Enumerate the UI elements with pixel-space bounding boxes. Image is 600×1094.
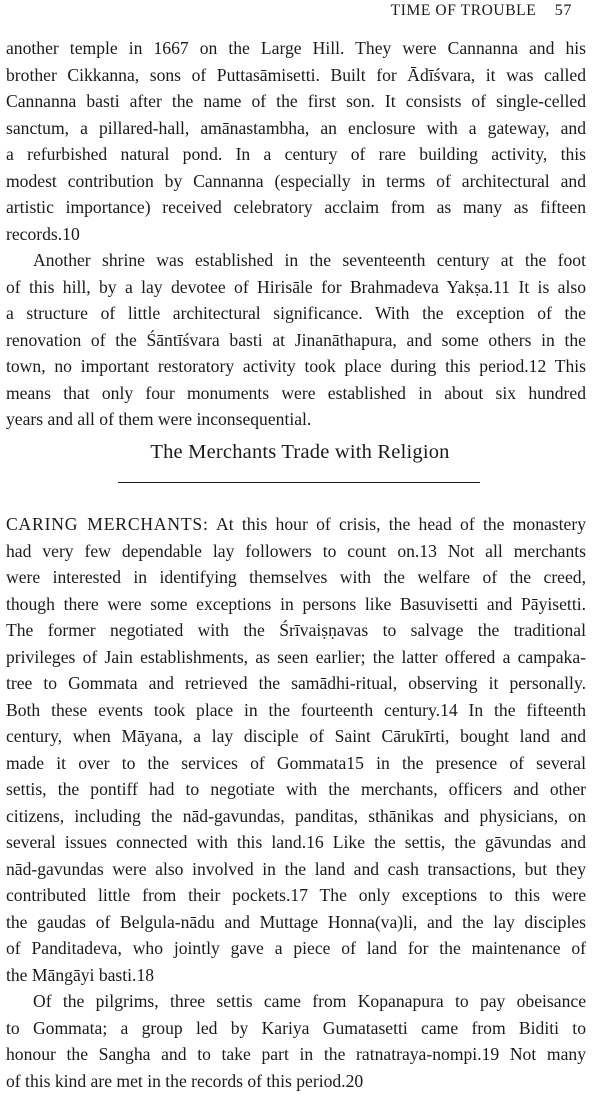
paragraph-merchants xyxy=(0,511,600,1094)
text-line: The former negotiated with the Śrīvaiṣṇavas to salvage the traditional xyxy=(0,617,600,644)
text-line: renovation of the Śāntīśvara basti at Jinanāthapura, and some others in the xyxy=(0,327,600,354)
text-line: Of the pilgrims, three settis came from Kopanapura to pay obeisance xyxy=(0,988,600,1015)
text-line: a structure of little architectural significance. With the exception of the xyxy=(0,300,600,327)
text-line: citizens, including the nād-gavundas, panditas, sthānikas and physicians, on xyxy=(0,803,600,830)
text-line: though there were some exceptions in persons like Basuvisetti and Pāyisetti. xyxy=(0,591,600,618)
text-line: means that only four monuments were established in about six hundred xyxy=(0,380,600,407)
text-line xyxy=(0,511,600,538)
text-line: town, no important restoratory activity took place during this period.12 This xyxy=(0,353,600,380)
running-header xyxy=(391,2,572,20)
text-line: to Gommata; a group led by Kariya Gumatasetti came from Biditi to xyxy=(0,1015,600,1042)
run-in-heading: CARING MERCHANTS: xyxy=(6,514,209,534)
text-line: the gaudas of Belgula-nādu and Muttage Honna(va)li, and the lay disciples xyxy=(0,909,600,936)
text-span: At this hour of crisis, the head of the monastery xyxy=(209,514,586,534)
section-heading: The Merchants Trade with Religion xyxy=(0,441,600,464)
paragraph-shrine xyxy=(0,247,600,433)
text-line: made it over to the services of Gommata15 in the presence of several xyxy=(0,750,600,777)
text-line: of this kind are met in the records of this period.20 xyxy=(0,1068,600,1094)
text-line: brother Cikkanna, sons of Puttasāmisetti. Built for Ādīśvara, it was called xyxy=(0,62,600,89)
text-line: were interested in identifying themselves with the welfare of the creed, xyxy=(0,564,600,591)
text-line: a refurbished natural pond. In a century of rare building activity, this xyxy=(0,141,600,168)
text-line: nād-gavundas were also involved in the land and cash transactions, but they xyxy=(0,856,600,883)
text-line: the Māngāyi basti.18 xyxy=(0,962,600,989)
text-line: had very few dependable lay followers to count on.13 Not all merchants xyxy=(0,538,600,565)
text-line: of this hill, by a lay devotee of Hirisāle for Brahmadeva Yakṣa.11 It is also xyxy=(0,274,600,301)
text-line: privileges of Jain establishments, as seen earlier; the latter offered a campaka- xyxy=(0,644,600,671)
text-line: tree to Gommata and retrieved the samādhi-ritual, observing it personally. xyxy=(0,670,600,697)
paragraph-temple xyxy=(0,35,600,247)
text-line: honour the Sangha and to take part in the ratnatraya-nompi.19 Not many xyxy=(0,1041,600,1068)
text-line: century, when Māyana, a lay disciple of Saint Cārukīrti, bought land and xyxy=(0,723,600,750)
text-line: Cannanna basti after the name of the first son. It consists of single-celled xyxy=(0,88,600,115)
text-line: sanctum, a pillared-hall, amānastambha, an enclosure with a gateway, and xyxy=(0,115,600,142)
text-line: Another shrine was established in the seventeenth century at the foot xyxy=(0,247,600,274)
heading-rule xyxy=(118,482,480,483)
text-line: another temple in 1667 on the Large Hill. They were Cannanna and his xyxy=(0,35,600,62)
page-number: 57 xyxy=(555,2,572,19)
text-line: years and all of them were inconsequential. xyxy=(0,406,600,433)
text-line: Both these events took place in the fourteenth century.14 In the fifteenth xyxy=(0,697,600,724)
running-title: TIME OF TROUBLE xyxy=(391,2,537,19)
text-line: contributed little from their pockets.17 The only exceptions to this were xyxy=(0,882,600,909)
text-line: several issues connected with this land.16 Like the settis, the gāvundas and xyxy=(0,829,600,856)
text-line: modest contribution by Cannanna (especially in terms of architectural and xyxy=(0,168,600,195)
text-line: of Panditadeva, who jointly gave a piece of land for the maintenance of xyxy=(0,935,600,962)
text-line: records.10 xyxy=(0,221,600,248)
text-line: settis, the pontiff had to negotiate with the merchants, officers and other xyxy=(0,776,600,803)
text-line: artistic importance) received celebratory acclaim from as many as fifteen xyxy=(0,194,600,221)
